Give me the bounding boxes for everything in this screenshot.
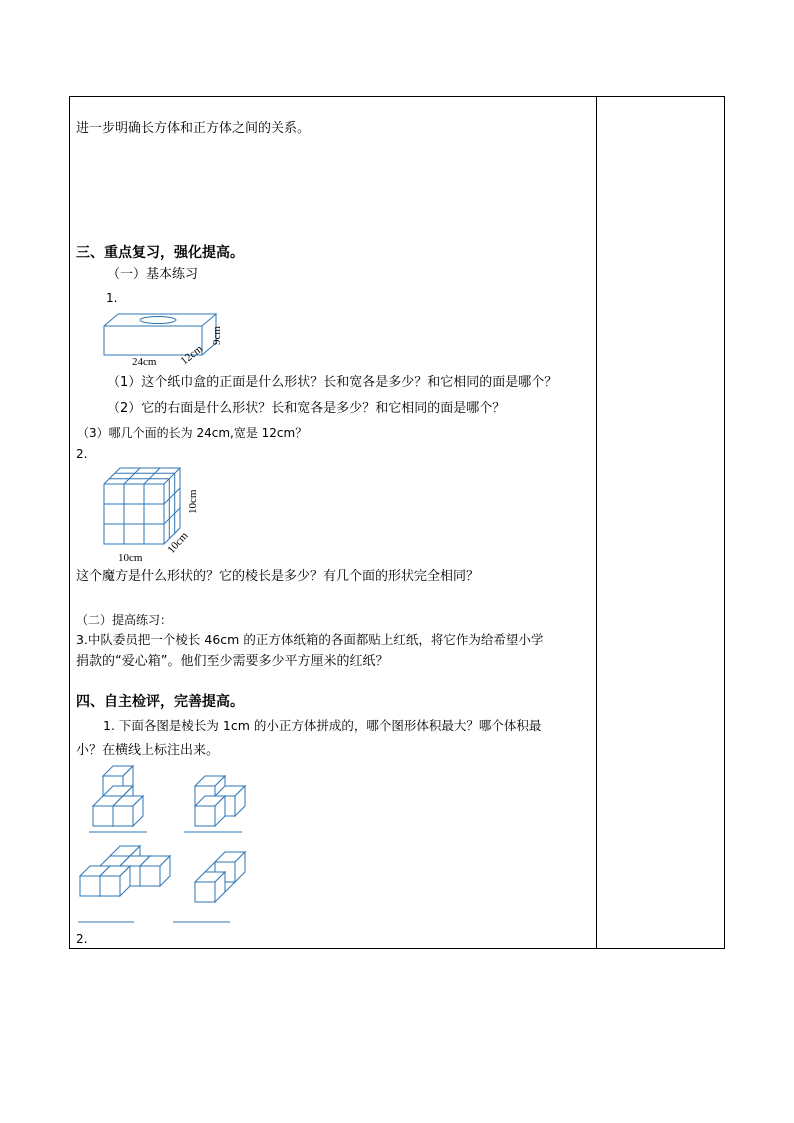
- cube-figures: [70, 762, 250, 932]
- rubik-cube-labels: [96, 462, 206, 566]
- table-column-divider: [596, 96, 597, 949]
- cube-side-label: 10cm: [165, 529, 191, 557]
- section4-q1-line1: 1. 下面各图是棱长为 1cm 的小正方体拼成的，哪个图形体积最大？哪个体积最: [103, 718, 542, 733]
- width-label: 12cm: [178, 342, 206, 368]
- length-label: 24cm: [132, 356, 157, 368]
- intro-line: 进一步明确长方体和正方体之间的关系。: [76, 121, 311, 136]
- cube-front-label: 10cm: [118, 552, 143, 564]
- q2-question: 这个魔方是什么形状的？它的棱长是多少？有几个面的形状完全相同？: [76, 569, 480, 584]
- q1-sub3: （3）哪几个面的长为 24cm,宽是 12cm？: [77, 426, 308, 440]
- height-label: 9cm: [211, 326, 223, 345]
- cube-height-label: 10cm: [187, 489, 199, 514]
- q1-sub1: （1）这个纸巾盒的正面是什么形状？长和宽各是多少？和它相同的面是哪个？: [107, 375, 558, 390]
- cube-figure-b: [195, 776, 245, 826]
- q2-number: 2.: [76, 447, 88, 461]
- basic-practice-title: （一）基本练习: [107, 267, 199, 282]
- tissue-box-labels: [96, 306, 226, 368]
- cube-figure-a: [93, 766, 143, 826]
- cube-figure-d: [195, 852, 245, 902]
- section3-heading: 三、重点复习，强化提高。: [76, 245, 244, 261]
- q1-number: 1.: [106, 291, 118, 305]
- q1-sub2: （2）它的右面是什么形状？长和宽各是多少？和它相同的面是哪个？: [107, 401, 506, 416]
- cube-figure-c: [80, 846, 170, 896]
- section4-heading: 四、自主检评，完善提高。: [76, 694, 244, 710]
- section4-q2-number: 2.: [76, 932, 88, 946]
- section4-q1-line2: 小？在横线上标注出来。: [76, 743, 220, 758]
- q3-line2: 捐款的“爱心箱”。他们至少需要多少平方厘米的红纸？: [76, 654, 389, 669]
- advanced-practice-title: （二）提高练习：: [76, 613, 173, 627]
- q3-line1: 3.中队委员把一个棱长 46cm 的正方体纸箱的各面都贴上红纸，将它作为给希望小学: [76, 632, 544, 647]
